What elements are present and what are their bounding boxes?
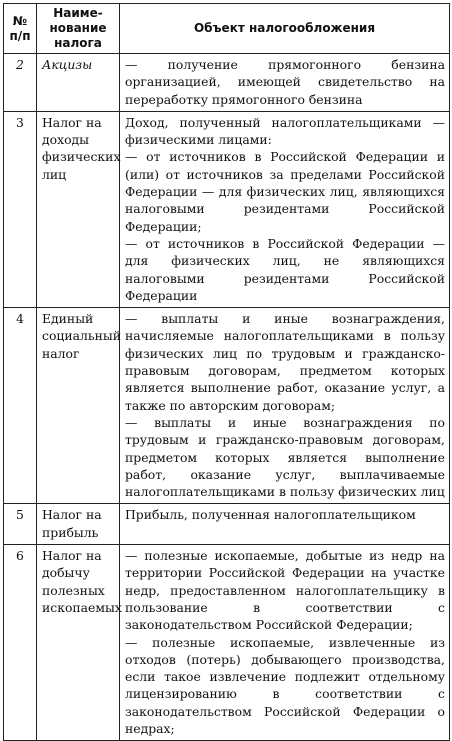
tax-object — [120, 308, 450, 504]
header-tax-name: Наиме-нование налога — [37, 4, 120, 54]
table-body — [4, 54, 450, 741]
header-number: № п/п — [4, 4, 37, 54]
tax-name: Налог на добычу полезных ископаемых — [37, 545, 120, 741]
tax-object-paragraph: — выплаты и иные вознаграждения по трудовым и гражданско-правовым договорам, предметом которых является выполнение работ, оказание услуг, выплачиваемые налогоплательщиками в пользу физических лиц — [125, 414, 445, 500]
row-number: 5 — [4, 504, 37, 545]
table-header-row — [4, 4, 450, 54]
tax-object — [120, 504, 450, 545]
row-number: 3 — [4, 111, 37, 307]
row-number: 6 — [4, 545, 37, 741]
tax-object-paragraph: Доход, полученный налогоплательщиками — физическими лицами: — [125, 114, 445, 148]
table-row — [4, 545, 450, 741]
tax-object-paragraph: — от источников в Российской Федерации и (или) от источников за пределами Российской Федерации — для физических лиц, являющихся налоговыми резидентами Российской Федерации; — [125, 149, 445, 234]
tax-object-paragraph: Прибыль, полученная налогоплательщиком — [125, 507, 416, 523]
table-row — [4, 504, 450, 545]
tax-object-paragraph: — получение прямогонного бензина организацией, имеющей свидетельство на переработку прямогонного бензина — [125, 57, 445, 107]
tax-object — [120, 111, 450, 307]
tax-table-page — [3, 3, 449, 736]
tax-object-paragraph: — полезные ископаемые, добытые из недр на территории Российской Федерации на участке недр, предоставленном налогоплательщику в пользование в соответствии с законодательством Российской Федерации; — [125, 548, 445, 633]
tax-object — [120, 545, 450, 741]
tax-object-paragraph: — от источников в Российской Федерации — для физических лиц, не являющихся налоговыми резидентами Российской Федерации — [125, 235, 445, 303]
tax-object-paragraph: — полезные ископаемые, извлеченные из отходов (потерь) добывающего производства, если такое извлечение подлежит отдельному лицензированию в соответствии с законодательством Российской Федерации о недрах; — [125, 634, 445, 736]
tax-name: Налог на прибыль — [37, 504, 120, 545]
tax-object — [120, 54, 450, 112]
tax-name: Единый социальный налог — [37, 308, 120, 504]
row-number: 4 — [4, 308, 37, 504]
tax-name: Налог на доходы физических лиц — [37, 111, 120, 307]
row-number: 2 — [4, 54, 37, 112]
tax-table — [3, 3, 450, 741]
table-row — [4, 111, 450, 307]
table-row — [4, 54, 450, 112]
tax-object-paragraph: — выплаты и иные вознаграждения, начисляемые налогоплательщиками в пользу физических лиц по трудовым и гражданско-правовым договорам, предметом которых является выполнение работ, оказание услуг, а также по авторским договорам; — [125, 311, 445, 413]
table-row — [4, 308, 450, 504]
tax-name: Акцизы — [37, 54, 120, 112]
header-tax-object: Объект налогообложения — [120, 4, 450, 54]
